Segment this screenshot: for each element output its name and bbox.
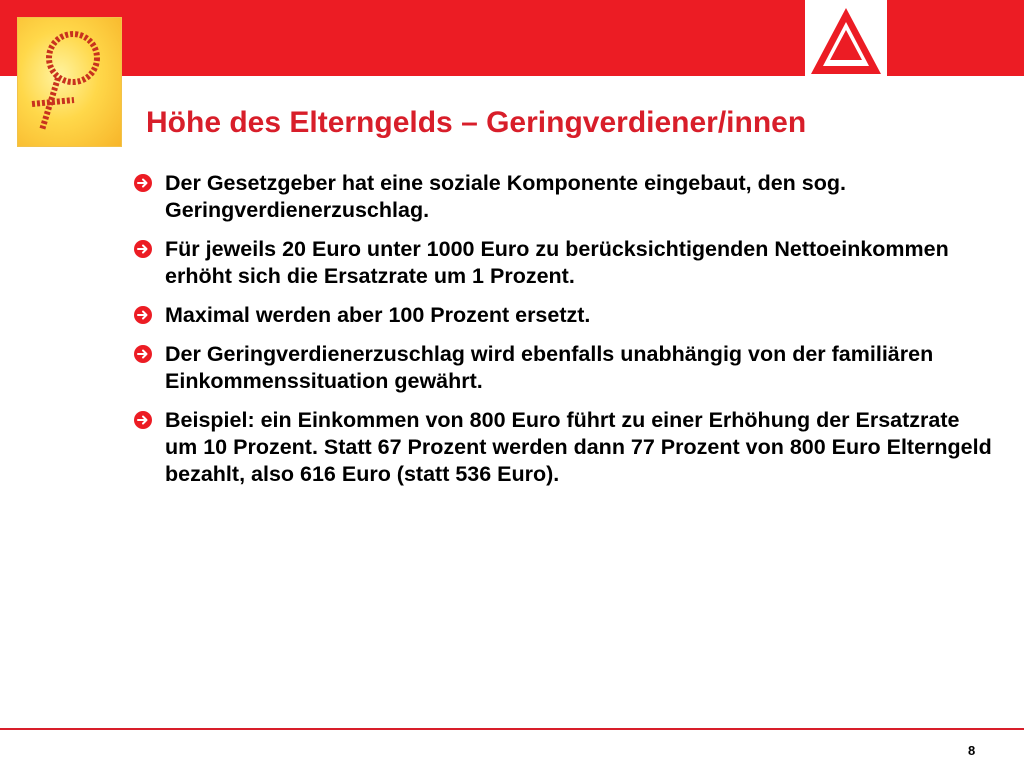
igmetall-triangle-logo (805, 0, 887, 80)
list-item (133, 170, 993, 224)
arrow-circle-icon (133, 305, 153, 325)
footer-divider (0, 728, 1024, 730)
bullet-text: Beispiel: ein Einkommen von 800 Euro führt zu einer Erhöhung der Ersatzrate um 10 Prozent. Statt 67 Prozent werden dann 77 Prozent von 800 Euro Elterngeld bezahlt, also 616 Euro (statt 536 Euro). (165, 408, 992, 486)
list-item (133, 341, 993, 395)
page-number: 8 (968, 743, 976, 758)
bullet-text: Für jeweils 20 Euro unter 1000 Euro zu berücksichtigenden Nettoeinkommen erhöht sich die Ersatzrate um 1 Prozent. (165, 237, 949, 288)
bullet-text: Maximal werden aber 100 Prozent ersetzt. (165, 303, 591, 327)
list-item (133, 407, 993, 488)
arrow-circle-icon (133, 239, 153, 259)
list-item (133, 236, 993, 290)
list-item (133, 302, 993, 329)
bullet-text: Der Gesetzgeber hat eine soziale Komponente eingebaut, den sog. Geringverdienerzuschlag. (165, 171, 846, 222)
page-title: Höhe des Elterngelds – Geringverdiener/innen (146, 106, 807, 139)
female-symbol-logo (17, 17, 122, 147)
arrow-circle-icon (133, 344, 153, 364)
bullet-list (133, 170, 993, 500)
bullet-text: Der Geringverdienerzuschlag wird ebenfalls unabhängig von der familiären Einkommenssituation gewährt. (165, 342, 934, 393)
igmetall-logo (805, 0, 887, 80)
arrow-circle-icon (133, 173, 153, 193)
arrow-circle-icon (133, 410, 153, 430)
female-symbol-icon (18, 18, 121, 146)
